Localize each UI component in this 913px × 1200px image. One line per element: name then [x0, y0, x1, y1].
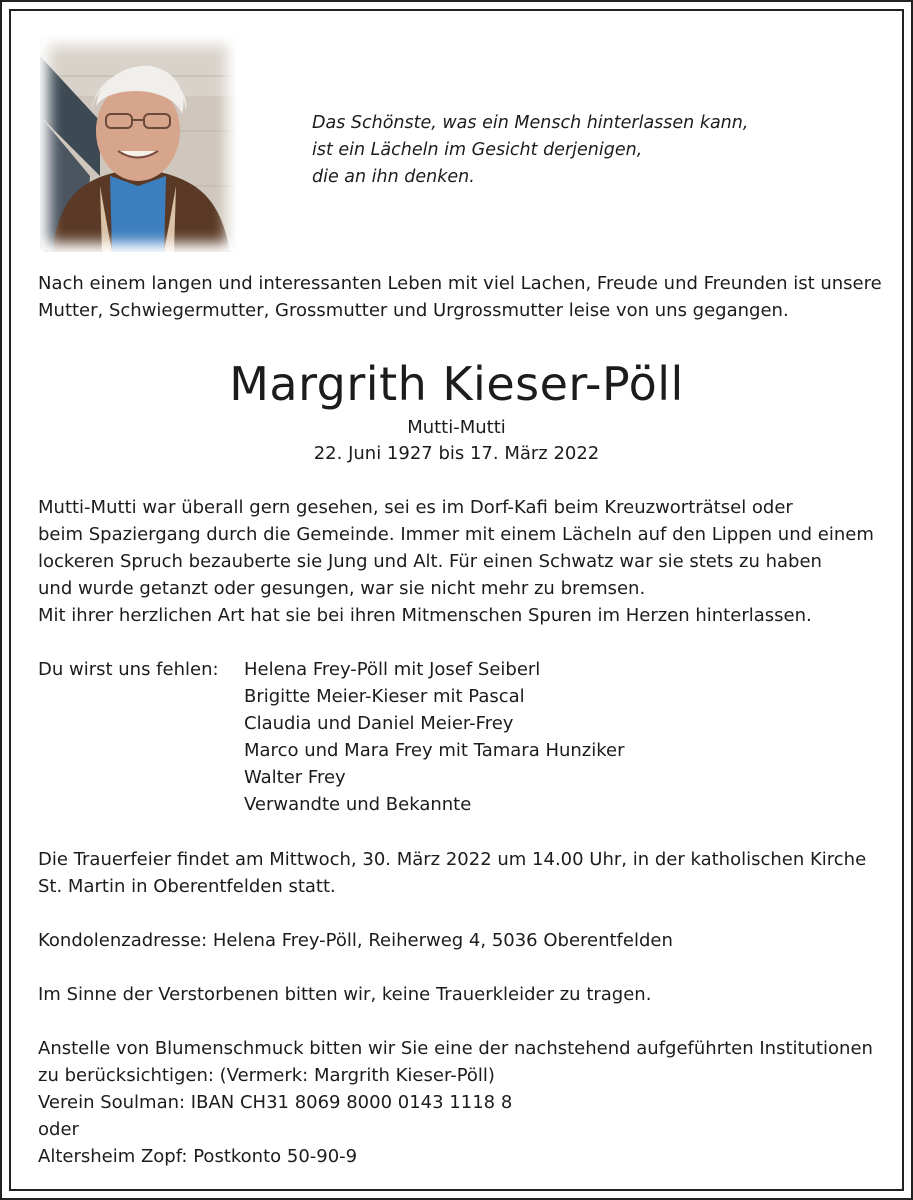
- intro-line: Nach einem langen und interessanten Leben mit viel Lachen, Freude und Freunden ist unsere: [38, 273, 882, 294]
- donation-line: Verein Soulman: IBAN CH31 8069 8000 0143 1118 8: [38, 1092, 513, 1113]
- body-line: Mit ihrer herzlichen Art hat sie bei ihren Mitmenschen Spuren im Herzen hinterlassen.: [38, 605, 812, 626]
- family-member: Verwandte und Bekannte: [244, 794, 472, 815]
- quote-line: die an ihn denken.: [312, 167, 475, 187]
- donation-line: zu berücksichtigen: (Vermerk: Margrith Kieser-Pöll): [38, 1065, 495, 1086]
- funeral-line: Die Trauerfeier findet am Mittwoch, 30. März 2022 um 14.00 Uhr, in der katholischen Kirche: [38, 849, 867, 870]
- deceased-name: Margrith Kieser-Pöll: [229, 357, 684, 411]
- life-dates: 22. Juni 1927 bis 17. März 2022: [313, 443, 600, 464]
- quote-line: ist ein Lächeln im Gesicht derjenigen,: [312, 140, 643, 160]
- body-line: Mutti-Mutti war überall gern gesehen, sei es im Dorf-Kafi beim Kreuzworträtsel oder: [38, 497, 793, 518]
- body-line: beim Spaziergang durch die Gemeinde. Immer mit einem Lächeln auf den Lippen und einem: [38, 524, 874, 545]
- family-member: Helena Frey-Pöll mit Josef Seiberl: [244, 659, 541, 680]
- donation-line: oder: [38, 1119, 79, 1140]
- attire-note: Im Sinne der Verstorbenen bitten wir, keine Trauerkleider zu tragen.: [38, 984, 652, 1005]
- family-member: Marco und Mara Frey mit Tamara Hunziker: [244, 740, 625, 761]
- portrait-photo: [40, 36, 236, 252]
- donation-line: Altersheim Zopf: Postkonto 50-90-9: [38, 1146, 358, 1167]
- family-member: Brigitte Meier-Kieser mit Pascal: [244, 686, 525, 707]
- family-member: Walter Frey: [244, 767, 346, 788]
- intro-line: Mutter, Schwiegermutter, Grossmutter und Urgrossmutter leise von uns gegangen.: [38, 300, 789, 321]
- family-label: Du wirst uns fehlen:: [38, 659, 219, 680]
- body-line: und wurde getanzt oder gesungen, war sie nicht mehr zu bremsen.: [38, 578, 646, 599]
- condolence-address: Kondolenzadresse: Helena Frey-Pöll, Reiherweg 4, 5036 Oberentfelden: [38, 930, 673, 951]
- nickname: Mutti-Mutti: [407, 417, 506, 438]
- quote-line: Das Schönste, was ein Mensch hinterlassen kann,: [312, 113, 749, 133]
- family-member: Claudia und Daniel Meier-Frey: [244, 713, 514, 734]
- quote: [312, 110, 792, 191]
- funeral-line: St. Martin in Oberentfelden statt.: [38, 876, 336, 897]
- family-list: [244, 656, 625, 818]
- body-line: lockeren Spruch bezauberte sie Jung und Alt. Für einen Schwatz war sie stets zu haben: [38, 551, 822, 572]
- donation-line: Anstelle von Blumenschmuck bitten wir Sie eine der nachstehend aufgeführten Institutionen: [38, 1038, 873, 1059]
